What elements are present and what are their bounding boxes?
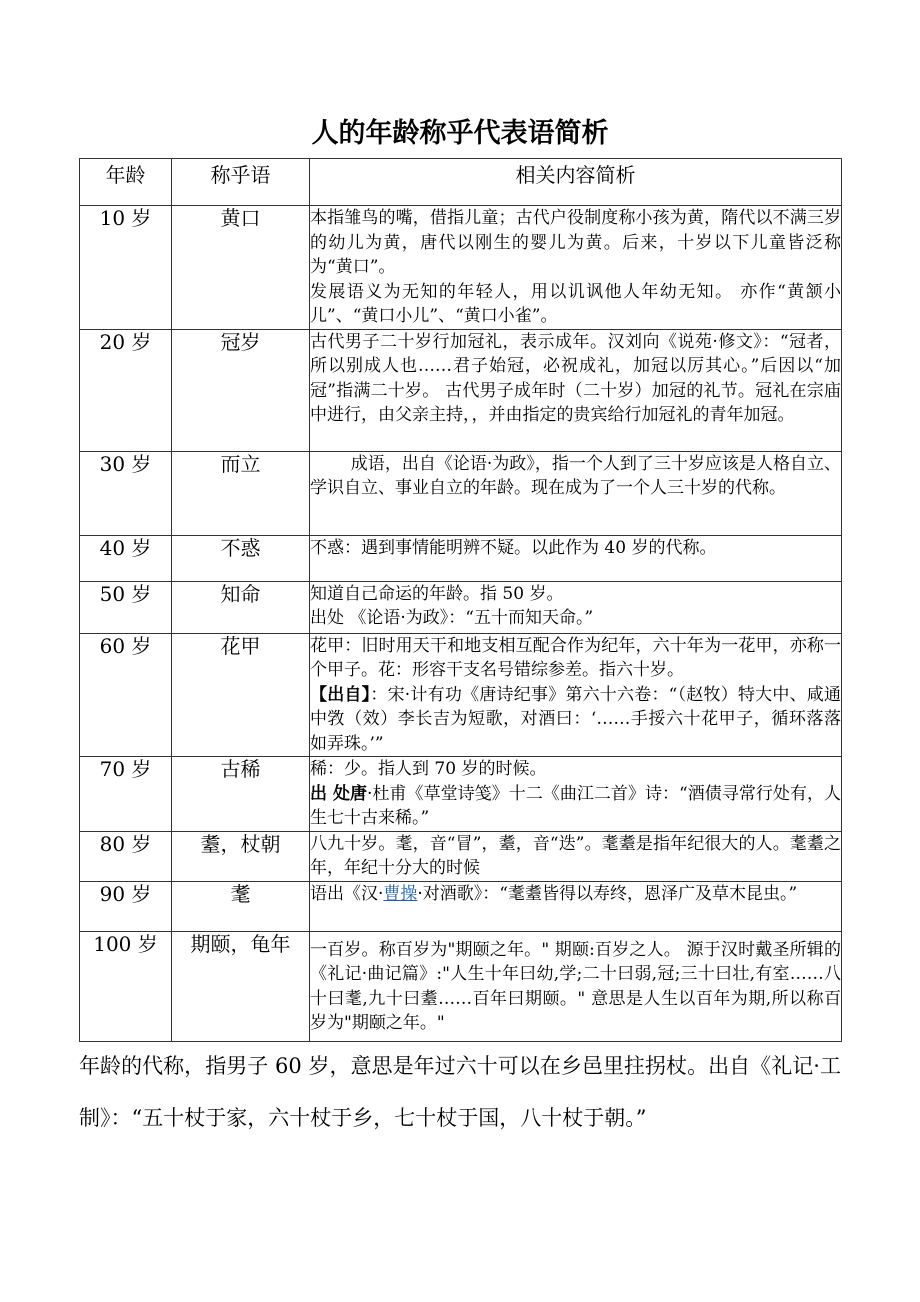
age-cell: 90 岁 <box>80 881 172 931</box>
description-cell <box>310 633 842 757</box>
description-line: 发展语义为无知的年轻人，用以讥讽他人年幼无知。 亦作“黄颔小儿”、“黄口小儿”、“黄口小雀”。 <box>310 281 841 326</box>
age-cell: 30 岁 <box>80 451 172 535</box>
description-line: 知道自己命运的年龄。指 50 岁。 <box>310 583 564 604</box>
age-cell: 40 岁 <box>80 535 172 581</box>
table-row-80 <box>80 831 842 881</box>
term-cell: 不惑 <box>172 535 310 581</box>
age-terms-table <box>79 158 842 1042</box>
source-label: 【出自】 <box>310 684 371 705</box>
footer-note: 年龄的代称，指男子 60 岁，意思是年过六十可以在乡邑里拄拐杖。出自《礼记·工制》：“五十杖于家，六十杖于乡，七十杖于国，八十杖于朝。” <box>79 1054 841 1130</box>
source-line <box>310 683 841 757</box>
source-text: ·杜甫《草堂诗笺》十二《曲江二首》诗：“酒债寻常行处有，人生七十古来稀。” <box>310 783 842 828</box>
table-row-70 <box>80 757 842 832</box>
description-line: 出处 《论语·为政》：“五十而知天命。” <box>310 608 594 628</box>
table-row-30 <box>80 451 842 535</box>
age-cell: 80 岁 <box>80 831 172 881</box>
description-line: 本指雏鸟的嘴，借指儿童；古代户役制度称小孩为黄，隋代以不满三岁的幼儿为黄，唐代以刚生的婴儿为黄。后来，十岁以下儿童皆泛称为“黄口”。 <box>310 208 841 277</box>
description-cell <box>310 329 842 451</box>
term-cell: 黄口 <box>172 206 310 330</box>
term-cell: 冠岁 <box>172 329 310 451</box>
age-cell: 50 岁 <box>80 581 172 633</box>
term-cell: 耄 <box>172 881 310 931</box>
age-cell: 10 岁 <box>80 206 172 330</box>
description-cell <box>310 451 842 535</box>
description-line: 八九十岁。耄，音“冒”，耋，音“迭”。耄耋是指年纪很大的人。耄耋之年，年纪十分大的时候 <box>310 833 841 878</box>
term-cell: 知命 <box>172 581 310 633</box>
description-cell <box>310 831 842 881</box>
description-line: 花甲：旧时用天干和地支相互配合作为纪年，六十年为一花甲，亦称一个甲子。花：形容干支名号错综参差。指六十岁。 <box>310 635 841 680</box>
table-header-row <box>80 159 842 206</box>
source-line <box>310 782 841 831</box>
description-line: 不惑：遇到事情能明辨不疑。以此作为 40 岁的代称。 <box>310 537 717 558</box>
table-row-20 <box>80 329 842 451</box>
table-row-50 <box>80 581 842 633</box>
age-cell: 60 岁 <box>80 633 172 757</box>
term-cell: 耋，杖朝 <box>172 831 310 881</box>
citation-suffix: ·对酒歌》：“耄耋皆得以寿终，恩泽广及草木昆虫。” <box>417 883 798 904</box>
age-cell: 20 岁 <box>80 329 172 451</box>
description-line: 稀：少。指人到 70 岁的时候。 <box>310 759 547 779</box>
cao-cao-link[interactable]: 曹操 <box>383 883 418 904</box>
source-text: ：宋·计有功《唐诗纪事》第六十六卷：“（赵牧）特大中、咸通中敩（效）李长吉为短歌，对酒曰：‘……手挼六十花甲子，循环落落如弄珠。’” <box>310 684 842 754</box>
term-cell: 而立 <box>172 451 310 535</box>
description-cell <box>310 581 842 633</box>
page-title: 人的年龄称乎代表语简析 <box>311 118 609 149</box>
description-cell <box>310 881 842 931</box>
description-cell <box>310 206 842 330</box>
table-row-90 <box>80 881 842 931</box>
age-cell: 70 岁 <box>80 757 172 832</box>
table-row-100 <box>80 931 842 1041</box>
description-line <box>310 882 841 907</box>
description-cell <box>310 757 842 832</box>
term-cell: 古稀 <box>172 757 310 832</box>
age-cell: 100 岁 <box>80 931 172 1041</box>
header-age: 年龄 <box>80 159 172 206</box>
source-label: 出 处唐 <box>310 783 368 804</box>
description-line: 一百岁。称百岁为"期颐之年。" 期颐:百岁之人。 源于汉时戴圣所辑的《礼记·曲记篇》:"人生十年曰幼,学;二十曰弱,冠;三十曰壮,有室……八十曰耄,九十曰耋……百年曰期颐。" 意思是人生以百年为期,所以称百岁为"期颐之年。" <box>310 939 841 1033</box>
term-cell: 花甲 <box>172 633 310 757</box>
description-line: 成语，出自《论语·为政》，指一个人到了三十岁应该是人格自立、学识自立、事业自立的年龄。现在成为了一个人三十岁的代称。 <box>310 453 841 498</box>
header-description: 相关内容简析 <box>310 159 842 206</box>
citation-prefix: 语出《汉· <box>310 883 384 904</box>
table-row-60 <box>80 633 842 757</box>
description-cell <box>310 931 842 1041</box>
description-cell <box>310 535 842 581</box>
term-cell: 期颐，龟年 <box>172 931 310 1041</box>
table-row-40 <box>80 535 842 581</box>
table-row-10 <box>80 206 842 330</box>
description-line: 古代男子二十岁行加冠礼，表示成年。汉刘向《说苑·修文》：“冠者，所以别成人也……君子始冠，必祝成礼，加冠以厉其心。”后因以“加冠”指满二十岁。 古代男子成年时（二十岁）加冠的礼节。冠礼在宗庙中进行，由父亲主持，，并由指定的贵宾给行加冠礼的青年加冠。 <box>310 331 841 425</box>
header-term: 称乎语 <box>172 159 310 206</box>
